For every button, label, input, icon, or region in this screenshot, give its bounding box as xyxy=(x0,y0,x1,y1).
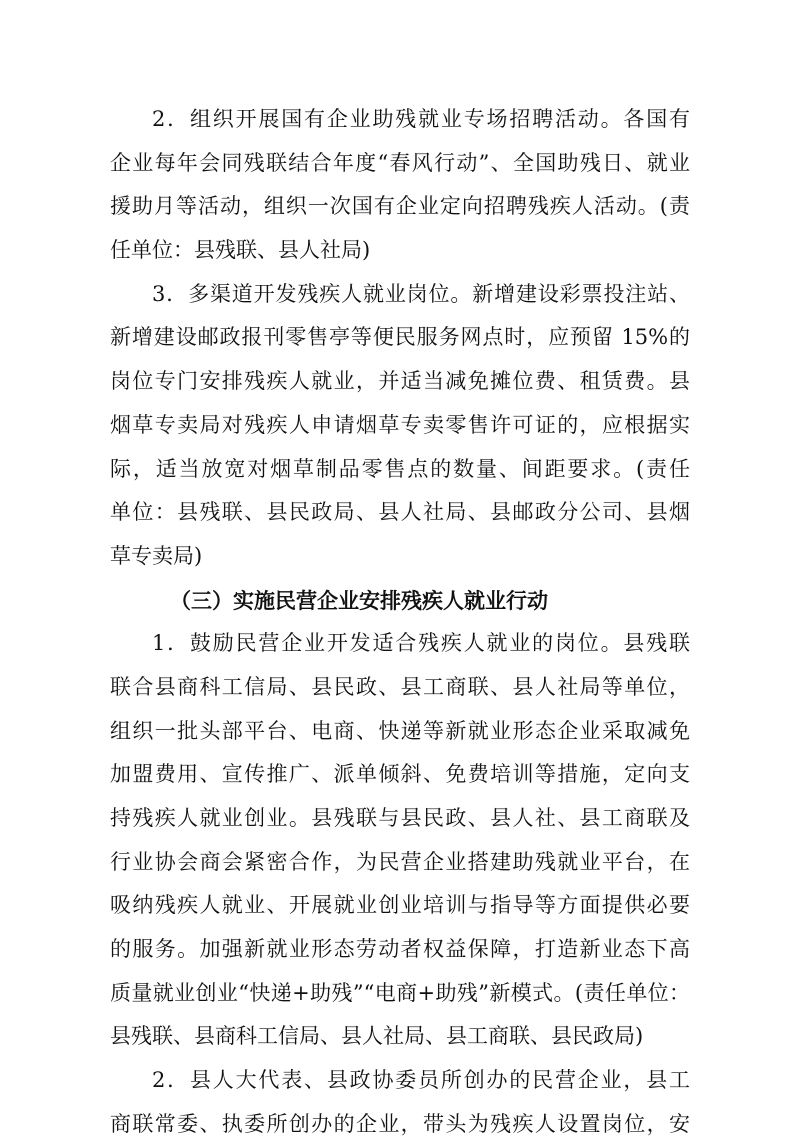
paragraph-line: 组织一批头部平台、电商、快递等新就业形态企业采取减免 xyxy=(110,718,690,743)
paragraph-line: 持残疾人就业创业。县残联与县民政、县人社、县工商联及 xyxy=(110,806,690,830)
paragraph-line: 加盟费用、宣传推广、派单倾斜、免费培训等措施，定向支 xyxy=(110,762,690,787)
paragraph-line: 行业协会商会紧密合作，为民营企业搭建助残就业平台，在 xyxy=(110,849,690,874)
paragraph-line: 岗位专门安排残疾人就业，并适当减免摊位费、租赁费。县 xyxy=(110,369,690,394)
paragraph-line: 县残联、县商科工信局、县人社局、县工商联、县民政局) xyxy=(110,1024,644,1049)
paragraph-line: 烟草专卖局对残疾人申请烟草专卖零售许可证的，应根据实 xyxy=(110,412,690,437)
paragraph-line: 3．多渠道开发残疾人就业岗位。新增建设彩票投注站、 xyxy=(152,281,690,306)
paragraph-line: 商联常委、执委所创办的企业，带头为残疾人设置岗位，安 xyxy=(110,1111,690,1136)
paragraph-line: 吸纳残疾人就业、开展就业创业培训与指导等方面提供必要 xyxy=(110,893,690,918)
paragraph-line: 单位：县残联、县民政局、县人社局、县邮政分公司、县烟 xyxy=(110,500,690,525)
paragraph-line: 援助月等活动，组织一次国有企业定向招聘残疾人活动。(责 xyxy=(110,194,690,219)
paragraph-line: 企业每年会同残联结合年度“春风行动”、全国助残日、就业 xyxy=(110,150,690,175)
paragraph-line: 际，适当放宽对烟草制品零售点的数量、间距要求。(责任 xyxy=(110,456,690,481)
section-heading: （三）实施民营企业安排残疾人就业行动 xyxy=(170,587,548,613)
paragraph-line: 的服务。加强新就业形态劳动者权益保障，打造新业态下高 xyxy=(110,937,690,962)
paragraph-line: 联合县商科工信局、县民政、县工商联、县人社局等单位， xyxy=(110,674,690,699)
paragraph-line: 新增建设邮政报刊零售亭等便民服务网点时，应预留 15%的 xyxy=(110,325,690,350)
paragraph-line: 2．县人大代表、县政协委员所创办的民营企业，县工 xyxy=(152,1068,690,1093)
paragraph-line: 2．组织开展国有企业助残就业专场招聘活动。各国有 xyxy=(152,107,690,131)
paragraph-line: 草专卖局) xyxy=(110,543,203,568)
paragraph-line: 1．鼓励民营企业开发适合残疾人就业的岗位。县残联 xyxy=(152,631,690,656)
body-text xyxy=(110,98,690,1147)
paragraph-line: 质量就业创业“快递+助残”“电商+助残”新模式。(责任单位： xyxy=(110,980,690,1005)
paragraph-line: 任单位：县残联、县人社局) xyxy=(110,238,371,263)
